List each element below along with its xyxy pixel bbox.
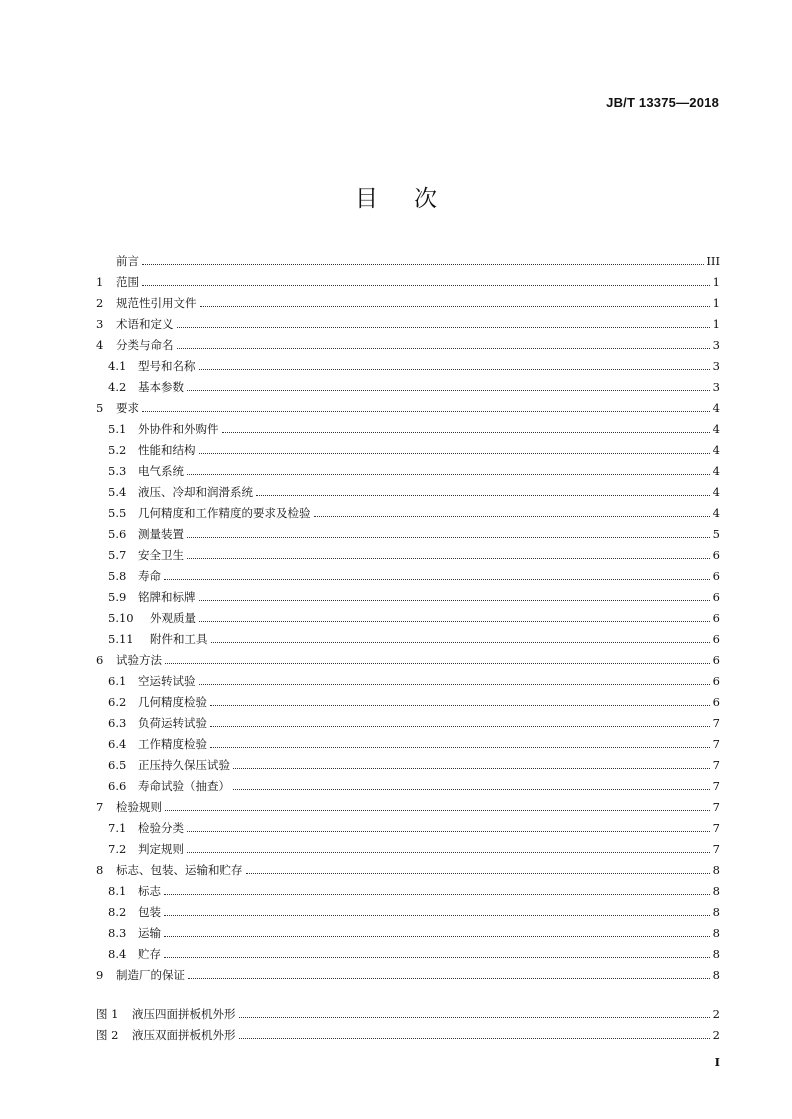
- toc-entry-number: 图 2: [96, 1028, 119, 1042]
- toc-entry-page: 3: [712, 359, 720, 373]
- toc-entry-title: 液压、冷却和润滑系统: [138, 485, 253, 499]
- toc-entry-page: 7: [712, 821, 720, 835]
- toc-entry[interactable]: [96, 562, 720, 583]
- dot-leader: [187, 536, 710, 538]
- toc-entry-page: 1: [712, 317, 720, 331]
- dot-leader: [199, 368, 711, 370]
- toc-entry[interactable]: [96, 919, 720, 940]
- toc-entry[interactable]: [96, 604, 720, 625]
- toc-entry-page: 3: [712, 338, 720, 352]
- toc-entry-page: 7: [712, 842, 720, 856]
- toc-entry-page: 7: [712, 737, 720, 751]
- toc-entry[interactable]: [96, 646, 720, 667]
- toc-entry-title: 正压持久保压试验: [138, 758, 230, 772]
- standard-code: JB/T 13375—2018: [606, 95, 719, 110]
- toc-entry[interactable]: [96, 247, 720, 268]
- toc-entry-number: 6.2: [108, 695, 127, 709]
- toc-entry-number: 8.1: [108, 884, 127, 898]
- toc-entry-number: 6.6: [108, 779, 127, 793]
- toc-entry[interactable]: [96, 478, 720, 499]
- toc-entry-page: 7: [712, 800, 720, 814]
- toc-entry-page: 4: [712, 422, 720, 436]
- dot-leader: [187, 557, 710, 559]
- dot-leader: [187, 830, 710, 832]
- toc-entry-page: 1: [712, 275, 720, 289]
- dot-leader: [164, 893, 710, 895]
- toc-entry-page: 7: [712, 758, 720, 772]
- dot-leader: [177, 347, 711, 349]
- toc-entry-page: 4: [712, 401, 720, 415]
- toc-entry-page: 6: [712, 611, 720, 625]
- toc-entry-page: 3: [712, 380, 720, 394]
- toc-entry-title: 几何精度检验: [138, 695, 207, 709]
- toc-entry-page: 8: [712, 947, 720, 961]
- toc-entry-number: 7.1: [108, 821, 127, 835]
- toc-entry-number: 5.7: [108, 548, 127, 562]
- toc-entry-page: 7: [712, 716, 720, 730]
- dot-leader: [164, 935, 710, 937]
- dot-leader: [210, 704, 710, 706]
- toc-entry[interactable]: [96, 394, 720, 415]
- toc-entry-title: 电气系统: [138, 464, 184, 478]
- dot-leader: [199, 599, 711, 601]
- toc-entry-page: 7: [712, 779, 720, 793]
- toc-entry[interactable]: [96, 583, 720, 604]
- toc-entry-number: 5.3: [108, 464, 127, 478]
- toc-entry[interactable]: [96, 793, 720, 814]
- toc-entry-number: 6.5: [108, 758, 127, 772]
- toc-entry[interactable]: [96, 898, 720, 919]
- toc-entry-title: 运输: [138, 926, 161, 940]
- toc-entry-title: 试验方法: [116, 653, 162, 667]
- toc-entry-title: 寿命试验（抽查）: [138, 779, 230, 793]
- toc-entry-title: 几何精度和工作精度的要求及检验: [138, 506, 311, 520]
- dot-leader: [222, 431, 711, 433]
- toc-entry-page: 2: [712, 1007, 720, 1021]
- dot-leader: [142, 263, 704, 265]
- toc-entry-title: 前言: [116, 254, 139, 268]
- dot-leader: [210, 725, 710, 727]
- toc-entry[interactable]: [96, 520, 720, 541]
- toc-entry[interactable]: [96, 877, 720, 898]
- dot-leader: [256, 494, 710, 496]
- toc-entries: [96, 247, 720, 982]
- dot-leader: [211, 641, 711, 643]
- dot-leader: [188, 977, 710, 979]
- dot-leader: [142, 410, 710, 412]
- toc-entry-page: 6: [712, 695, 720, 709]
- toc-entry-number: 9: [96, 968, 104, 982]
- toc-entry-title: 标志、包装、运输和贮存: [116, 863, 243, 877]
- toc-entry-number: 图 1: [96, 1007, 119, 1021]
- toc-entry-number: 4: [96, 338, 104, 352]
- toc-entry-number: 5: [96, 401, 104, 415]
- toc-entry[interactable]: [96, 331, 720, 352]
- toc-entry-page: 6: [712, 632, 720, 646]
- toc-entry-number: 5.2: [108, 443, 127, 457]
- dot-leader: [164, 956, 710, 958]
- toc-entry[interactable]: [96, 835, 720, 856]
- toc-entry[interactable]: [96, 499, 720, 520]
- dot-leader: [239, 1016, 711, 1018]
- toc-entry-title: 工作精度检验: [138, 737, 207, 751]
- toc-entry-page: 5: [712, 527, 720, 541]
- dot-leader: [233, 767, 710, 769]
- dot-leader: [200, 305, 711, 307]
- toc-entry-page: 4: [712, 485, 720, 499]
- toc-entry-number: 5.5: [108, 506, 127, 520]
- toc-entry-page: 2: [712, 1028, 720, 1042]
- toc-entry-title: 液压双面拼板机外形: [132, 1028, 236, 1042]
- toc-entry-title: 检验分类: [138, 821, 184, 835]
- toc-entry[interactable]: [96, 289, 720, 310]
- toc-entry-number: 2: [96, 296, 104, 310]
- toc-entry[interactable]: [96, 373, 720, 394]
- toc-entry-title: 外观质量: [150, 611, 196, 625]
- toc-entry[interactable]: [96, 961, 720, 982]
- page-number: I: [714, 1055, 720, 1069]
- toc-entry-page: 8: [712, 884, 720, 898]
- toc-entry-number: 5.6: [108, 527, 127, 541]
- toc-entry-number: 8.3: [108, 926, 127, 940]
- toc-entry-page: 6: [712, 590, 720, 604]
- toc-entry-page: 6: [712, 674, 720, 688]
- toc-entry-number: 7: [96, 800, 104, 814]
- toc-entry-title: 范围: [116, 275, 139, 289]
- dot-leader: [142, 284, 710, 286]
- toc-entry-number: 5.1: [108, 422, 127, 436]
- toc-entry[interactable]: [96, 730, 720, 751]
- toc-spacer: [96, 982, 720, 1000]
- toc-entry-page: 8: [712, 968, 720, 982]
- dot-leader: [187, 389, 710, 391]
- toc-entry[interactable]: [96, 772, 720, 793]
- toc-entry[interactable]: [96, 709, 720, 730]
- toc-entry[interactable]: [96, 310, 720, 331]
- dot-leader: [233, 788, 710, 790]
- toc-entry-page: 8: [712, 863, 720, 877]
- toc-entry[interactable]: [96, 688, 720, 709]
- dot-leader: [187, 851, 710, 853]
- toc-entry-title: 安全卫生: [138, 548, 184, 562]
- toc-entry-title: 附件和工具: [150, 632, 208, 646]
- toc-entry-number: 6.1: [108, 674, 127, 688]
- figure-list: [96, 1000, 720, 1042]
- toc-entry-number: 5.10: [108, 611, 134, 625]
- toc-entry[interactable]: [96, 457, 720, 478]
- toc-entry-title: 寿命: [138, 569, 161, 583]
- toc-entry-title: 液压四面拼板机外形: [132, 1007, 236, 1021]
- toc-entry-number: 7.2: [108, 842, 127, 856]
- dot-leader: [177, 326, 711, 328]
- toc-entry-title: 负荷运转试验: [138, 716, 207, 730]
- dot-leader: [165, 662, 710, 664]
- toc-entry-page: 6: [712, 548, 720, 562]
- toc-entry-title: 铭牌和标牌: [138, 590, 196, 604]
- toc-entry-page: 8: [712, 905, 720, 919]
- toc-entry[interactable]: [96, 541, 720, 562]
- dot-leader: [199, 683, 711, 685]
- toc-entry-number: 4.2: [108, 380, 127, 394]
- toc-entry-title: 检验规则: [116, 800, 162, 814]
- toc-entry-number: 8.2: [108, 905, 127, 919]
- dot-leader: [210, 746, 710, 748]
- toc-entry-number: 1: [96, 275, 104, 289]
- toc-entry-title: 基本参数: [138, 380, 184, 394]
- dot-leader: [187, 473, 710, 475]
- dot-leader: [246, 872, 711, 874]
- toc-entry-title: 测量装置: [138, 527, 184, 541]
- toc-entry-title: 贮存: [138, 947, 161, 961]
- toc-entry-number: 8: [96, 863, 104, 877]
- toc-entry-title: 包装: [138, 905, 161, 919]
- page-title: 目次: [355, 186, 473, 212]
- toc-entry-title: 性能和结构: [138, 443, 196, 457]
- toc-entry[interactable]: [96, 352, 720, 373]
- dot-leader: [314, 515, 711, 517]
- toc-entry-number: 3: [96, 317, 104, 331]
- toc-entry-page: III: [706, 254, 720, 268]
- toc-entry[interactable]: [96, 625, 720, 646]
- dot-leader: [199, 620, 710, 622]
- toc-entry-title: 判定规则: [138, 842, 184, 856]
- toc-entry-number: 5.8: [108, 569, 127, 583]
- toc-entry-page: 4: [712, 443, 720, 457]
- dot-leader: [165, 809, 710, 811]
- toc-entry-title: 制造厂的保证: [116, 968, 185, 982]
- figure-entry[interactable]: [96, 1021, 720, 1042]
- toc-entry[interactable]: [96, 814, 720, 835]
- toc-entry-number: 5.11: [108, 632, 134, 646]
- toc-entry-number: 6.3: [108, 716, 127, 730]
- toc-entry-title: 空运转试验: [138, 674, 196, 688]
- toc-entry-number: 6.4: [108, 737, 127, 751]
- toc-entry-number: 5.9: [108, 590, 127, 604]
- toc-entry[interactable]: [96, 436, 720, 457]
- toc-entry[interactable]: [96, 667, 720, 688]
- toc-entry-title: 术语和定义: [116, 317, 174, 331]
- toc-entry-number: 5.4: [108, 485, 127, 499]
- toc-entry-title: 要求: [116, 401, 139, 415]
- toc-entry[interactable]: [96, 856, 720, 877]
- toc-entry-title: 规范性引用文件: [116, 296, 197, 310]
- toc-entry-page: 6: [712, 569, 720, 583]
- toc-entry-page: 6: [712, 653, 720, 667]
- toc-entry-page: 4: [712, 464, 720, 478]
- toc-entry-number: 6: [96, 653, 104, 667]
- toc-entry[interactable]: [96, 415, 720, 436]
- figure-entry[interactable]: [96, 1000, 720, 1021]
- dot-leader: [239, 1037, 711, 1039]
- toc-entry[interactable]: [96, 940, 720, 961]
- toc-entry-page: 4: [712, 506, 720, 520]
- toc-entry-title: 型号和名称: [138, 359, 196, 373]
- toc-entry-page: 8: [712, 926, 720, 940]
- toc-entry-title: 外协件和外购件: [138, 422, 219, 436]
- toc-entry[interactable]: [96, 751, 720, 772]
- toc-entry-title: 标志: [138, 884, 161, 898]
- table-of-contents: [96, 247, 720, 1042]
- dot-leader: [164, 578, 710, 580]
- toc-entry-number: 8.4: [108, 947, 127, 961]
- toc-entry-title: 分类与命名: [116, 338, 174, 352]
- toc-entry-page: 1: [712, 296, 720, 310]
- toc-entry-number: 4.1: [108, 359, 127, 373]
- dot-leader: [199, 452, 711, 454]
- toc-entry[interactable]: [96, 268, 720, 289]
- dot-leader: [164, 914, 710, 916]
